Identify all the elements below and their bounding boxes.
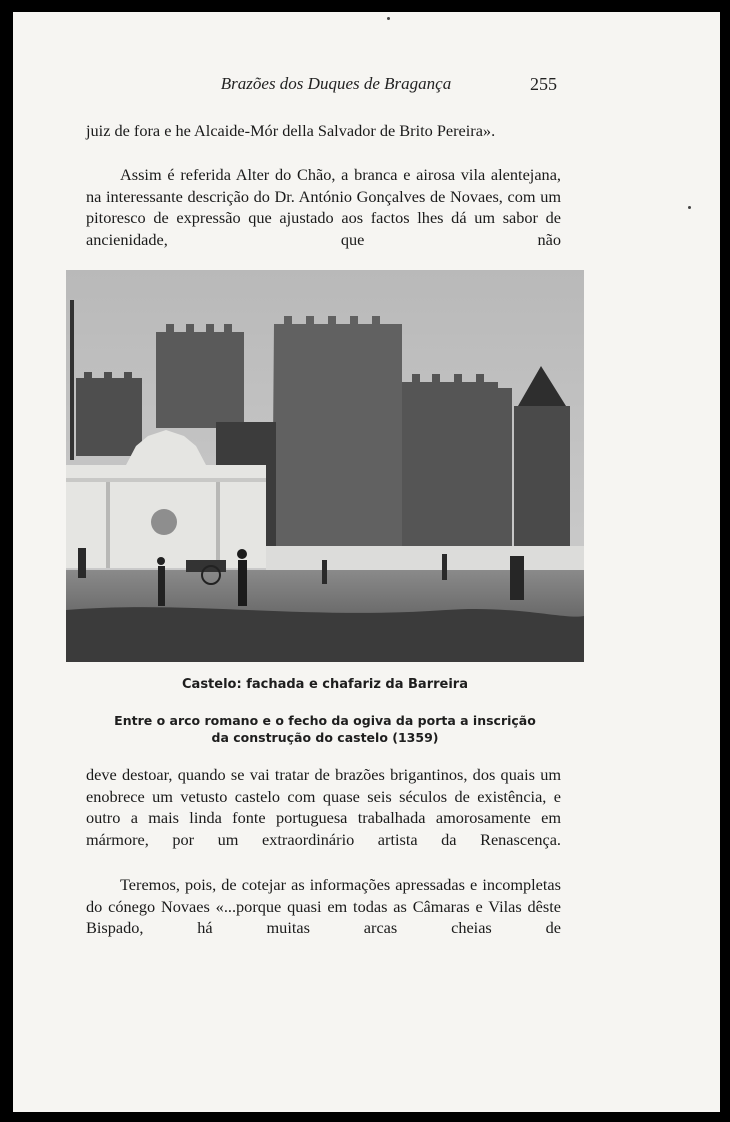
figure-subcaption-line-1: Entre o arco romano e o fecho da ogiva da porta a inscrição: [114, 713, 536, 728]
page-number: 255: [530, 74, 557, 94]
figure-caption: Castelo: fachada e chafariz da Barreira: [182, 677, 468, 692]
paper-speck: [387, 17, 390, 20]
paragraph-alter-do-chao: Assim é referida Alter do Chão, a branca e airosa vila alentejana, na interessante descrição do Dr. António Gonçalves de Novaes, com um pitoresco de expressão que ajustado aos factos lhes dá um sabor de ancienidade, que não: [86, 165, 561, 250]
running-title: Brazões dos Duques de Bragança: [220, 74, 452, 93]
figure-subcaption: [66, 712, 584, 746]
paragraph-teremos: Teremos, pois, de cotejar as informações apressadas e incompletas do cónego Novaes «...porque quasi em todas as Câmaras e Vilas dêste Bispado, há muitas arcas cheias de: [86, 875, 561, 938]
paragraph-continuation: juiz de fora e he Alcaide-Mór della Salvador de Brito Pereira».: [86, 121, 496, 140]
paragraph-brazoes: deve destoar, quando se vai tratar de brazões brigantinos, dos quais um enobrece um vetusto castelo com quase seis séculos de existência, e outro a mais linda fonte portuguesa trabalhada amorosamente em mármore, por um extraordinário artista da Renascença.: [86, 765, 561, 850]
book-page: [13, 12, 720, 1112]
castle-photograph: [66, 270, 584, 662]
figure-subcaption-line-2: da construção do castelo (1359): [211, 730, 439, 745]
paper-speck: [688, 206, 691, 209]
